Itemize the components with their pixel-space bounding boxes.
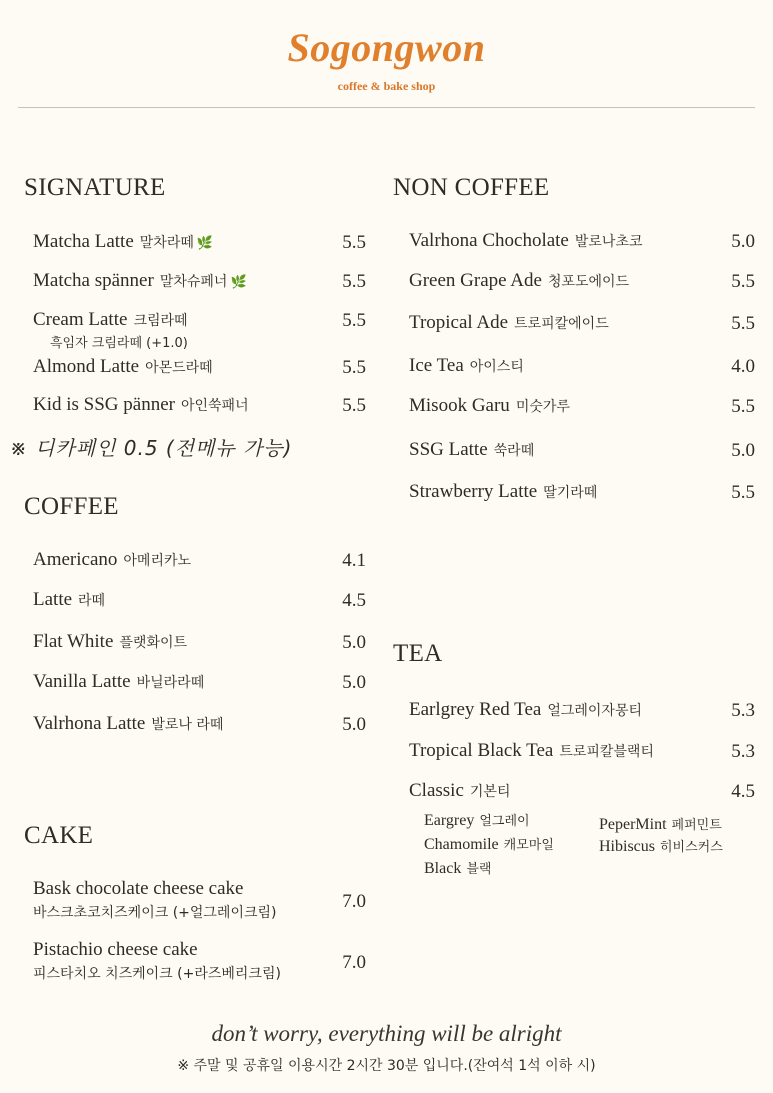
item-name-korean: 크림라떼 xyxy=(133,313,188,329)
item-name: Pistachio cheese cake xyxy=(33,939,198,960)
item-price: 5.5 xyxy=(731,271,755,292)
menu-item xyxy=(33,671,204,693)
item-name: Matcha Latte xyxy=(33,231,134,252)
item-name-korean: 아인쑥패너 xyxy=(180,398,249,414)
item-name: Almond Latte xyxy=(33,356,140,377)
item-price: 5.5 xyxy=(342,310,366,331)
item-price: 5.5 xyxy=(342,395,366,416)
item-option: 흑임자 크림라떼 (+1.0) xyxy=(50,336,188,351)
menu-item xyxy=(33,549,191,571)
item-name-korean: 미숫가루 xyxy=(515,399,570,415)
item-price: 4.5 xyxy=(731,781,755,802)
item-name: Tropical Black Tea xyxy=(409,740,554,761)
option-name-korean: 페퍼민트 xyxy=(671,818,722,833)
option-name-korean: 캐모마일 xyxy=(503,838,554,853)
item-name-korean: 아메리카노 xyxy=(123,553,192,569)
item-name-korean: 피스타치오 치즈케이크 (+라즈베리크림) xyxy=(33,966,281,982)
menu-item xyxy=(409,481,597,503)
section-title-coffee: COFFEE xyxy=(24,493,119,520)
item-name: Vanilla Latte xyxy=(33,671,131,692)
item-name: Cream Latte xyxy=(33,309,128,330)
menu-item xyxy=(33,631,187,653)
section-title-cake: CAKE xyxy=(24,822,94,849)
item-name-korean: 아이스티 xyxy=(469,359,524,375)
item-price: 5.0 xyxy=(342,632,366,653)
item-name: Flat White xyxy=(33,631,114,652)
item-price: 5.5 xyxy=(731,396,755,417)
section-title-signature: SIGNATURE xyxy=(24,174,166,201)
tea-option xyxy=(599,814,722,834)
item-name: Latte xyxy=(33,589,73,610)
tea-option xyxy=(424,834,554,854)
item-name-korean: 딸기라떼 xyxy=(543,485,598,501)
item-name-korean: 아몬드라떼 xyxy=(145,360,213,376)
item-name-korean: 트로피칼에이드 xyxy=(514,316,609,332)
menu-item xyxy=(33,231,213,253)
option-name: Black xyxy=(424,860,462,877)
item-price: 7.0 xyxy=(342,952,366,973)
menu-item xyxy=(409,230,643,252)
section-title-tea: TEA xyxy=(393,640,443,667)
menu-item xyxy=(409,439,534,461)
option-name-korean: 블랙 xyxy=(466,862,492,877)
footer-quote: don’t worry, everything will be alright xyxy=(211,1021,562,1046)
item-name: SSG Latte xyxy=(409,439,488,460)
item-name-korean: 플랫화이트 xyxy=(119,635,188,651)
item-price: 4.5 xyxy=(342,590,366,611)
item-price: 5.5 xyxy=(342,271,366,292)
item-price: 5.3 xyxy=(731,700,755,721)
item-price: 5.3 xyxy=(731,741,755,762)
footer-note: ※ 주말 및 공휴일 이용시간 2시간 30분 입니다.(잔여석 1석 이하 시) xyxy=(177,1058,596,1074)
item-name-korean: 쑥라떼 xyxy=(493,443,535,459)
item-price: 5.5 xyxy=(342,357,366,378)
tea-option xyxy=(424,810,530,830)
tea-option xyxy=(599,836,723,856)
item-name: Tropical Ade xyxy=(409,312,509,333)
item-name: Ice Tea xyxy=(409,355,464,376)
brand-tagline: coffee & bake shop xyxy=(337,79,436,93)
menu-item xyxy=(33,713,223,735)
option-name-korean: 히비스커스 xyxy=(660,840,723,855)
menu-item xyxy=(33,356,213,378)
decaf-note: ※ 디카페인 0.5 (전메뉴 가능) xyxy=(10,436,293,460)
item-price: 5.5 xyxy=(731,482,755,503)
menu-item xyxy=(409,699,642,721)
item-price: 5.0 xyxy=(342,714,366,735)
item-name: Classic xyxy=(409,780,464,801)
menu-item xyxy=(409,740,654,762)
leaf-icon: 🌿 xyxy=(230,274,247,289)
item-name-korean: 트로피칼블랙티 xyxy=(559,744,654,760)
menu-item xyxy=(409,355,524,377)
menu-item xyxy=(409,395,570,417)
item-name-korean: 바스크초코치즈케이크 (+얼그레이크림) xyxy=(33,905,277,921)
menu-item xyxy=(409,312,609,334)
item-name: Kid is SSG pänner xyxy=(33,394,175,415)
item-name: Earlgrey Red Tea xyxy=(409,699,542,720)
menu-item xyxy=(409,780,510,802)
tea-option xyxy=(424,858,491,878)
item-price: 4.0 xyxy=(731,356,755,377)
brand-logo: Sogongwon xyxy=(287,25,486,70)
item-price: 4.1 xyxy=(342,550,366,571)
menu-item xyxy=(33,939,198,961)
menu-item xyxy=(33,589,105,611)
item-name: Green Grape Ade xyxy=(409,270,542,291)
item-name-korean: 청포도에이드 xyxy=(547,274,630,290)
item-name: Bask chocolate cheese cake xyxy=(33,878,244,899)
option-name: PeperMint xyxy=(599,816,667,833)
item-name-korean: 기본티 xyxy=(469,784,511,800)
item-name-korean: 발로나초코 xyxy=(574,234,643,250)
menu-item xyxy=(33,270,247,292)
leaf-icon: 🌿 xyxy=(196,235,214,250)
section-title-non-coffee: NON COFFEE xyxy=(393,174,550,201)
item-name: Matcha spänner xyxy=(33,270,154,291)
item-name-korean: 라떼 xyxy=(78,593,106,609)
item-name-korean: 말차라떼 xyxy=(139,235,194,251)
option-name: Chamomile xyxy=(424,836,499,853)
item-price: 5.0 xyxy=(731,231,755,252)
item-name-korean: 발로나 라떼 xyxy=(151,717,224,733)
item-name: Strawberry Latte xyxy=(409,481,538,502)
header-divider xyxy=(18,107,755,108)
item-price: 5.0 xyxy=(342,672,366,693)
item-price: 5.5 xyxy=(731,313,755,334)
menu-item xyxy=(33,309,188,331)
menu-item xyxy=(409,270,629,292)
menu-item xyxy=(33,394,249,416)
menu-item xyxy=(33,878,243,900)
item-name: Valrhona Latte xyxy=(33,713,146,734)
item-name: Misook Garu xyxy=(409,395,510,416)
item-name-korean: 말차슈페너 xyxy=(159,274,228,290)
item-name-korean: 얼그레이자몽티 xyxy=(547,703,642,719)
item-price: 5.5 xyxy=(342,232,366,253)
item-price: 5.0 xyxy=(731,440,755,461)
option-name: Eargrey xyxy=(424,812,475,829)
option-name: Hibiscus xyxy=(599,838,655,855)
option-name-korean: 얼그레이 xyxy=(479,814,530,829)
item-name-korean: 바닐라라떼 xyxy=(136,675,205,691)
item-price: 7.0 xyxy=(342,891,366,912)
item-name: Americano xyxy=(33,549,118,570)
item-name: Valrhona Chocholate xyxy=(409,230,569,251)
